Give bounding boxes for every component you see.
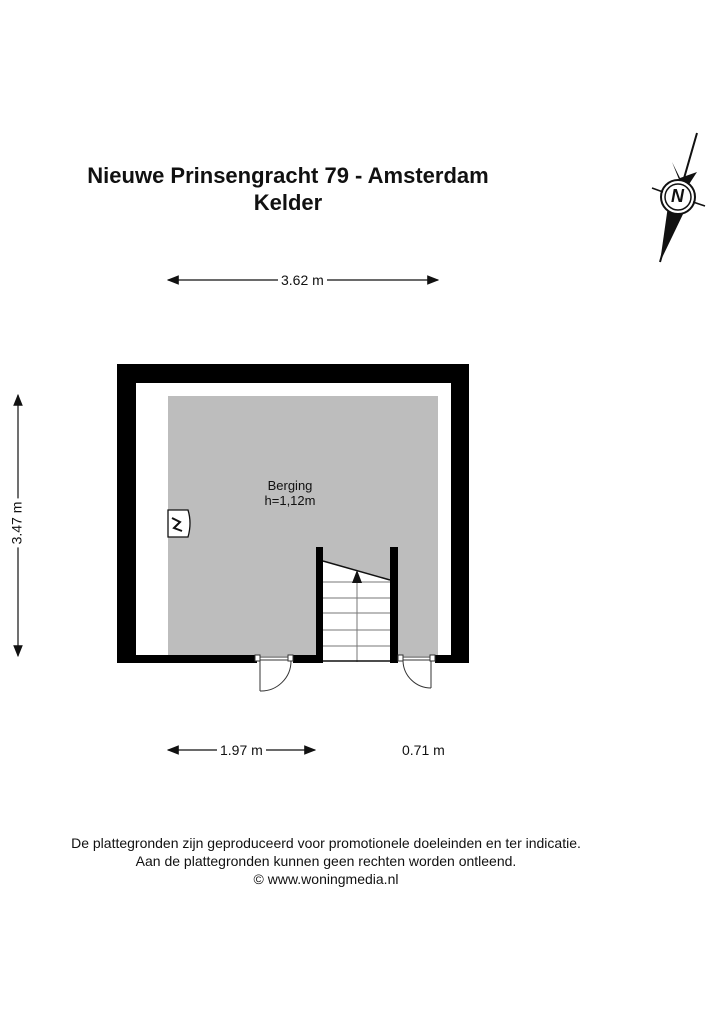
disclaimer-line-2: Aan de plattegronden kunnen geen rechten worden ontleend.	[135, 853, 517, 869]
dimension-bottom-right-label: 0.71 m	[399, 742, 448, 758]
disclaimer	[0, 834, 652, 888]
dimension-width-label: 3.62 m	[278, 272, 327, 288]
room-name: Berging	[267, 478, 313, 493]
door-swing-icon	[255, 655, 293, 691]
address-title: Nieuwe Prinsengracht 79 - Amsterdam	[87, 163, 489, 188]
floor-title: Kelder	[253, 190, 323, 215]
room-height: h=1,12m	[264, 493, 316, 508]
meter-icon	[168, 510, 190, 537]
compass-label: N	[671, 186, 684, 206]
copyright-link[interactable]: © www.woningmedia.nl	[253, 871, 399, 887]
room-berging	[240, 478, 340, 508]
dimension-height-label: 3.47 m	[8, 499, 24, 548]
disclaimer-line-1: De plattegronden zijn geproduceerd voor promotionele doeleinden en ter indicatie.	[71, 835, 581, 851]
dimension-bottom-left-label: 1.97 m	[217, 742, 266, 758]
door-swing-icon	[398, 655, 435, 688]
